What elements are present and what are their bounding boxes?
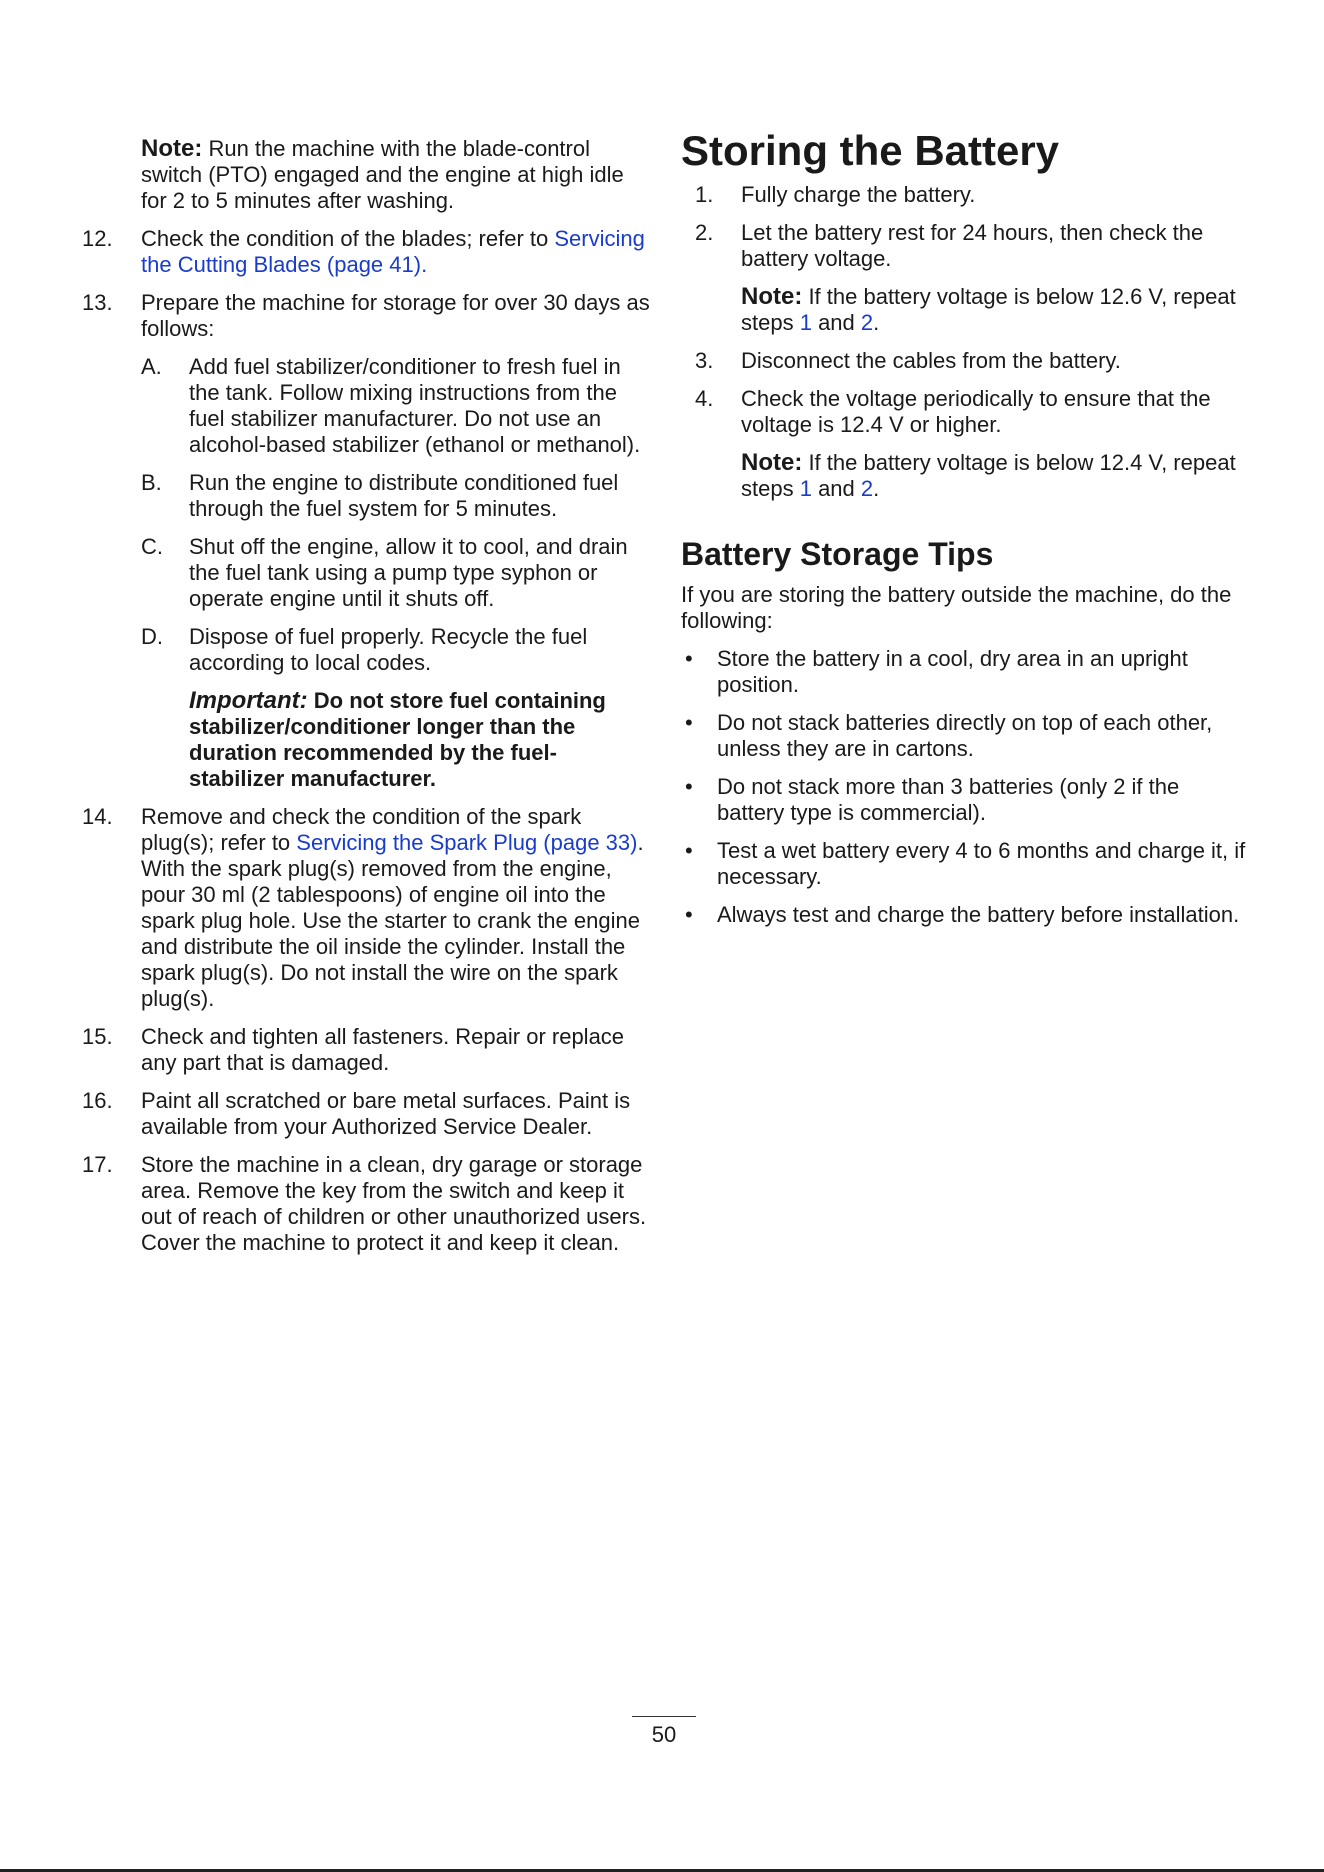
battery-step-4: 4. Check the voltage periodically to ensure that the voltage is 12.4 V or higher. bbox=[695, 386, 1211, 437]
battery-note-1: Note: If the battery voltage is below 12.6 V, repeat steps 1 and 2. bbox=[741, 283, 1236, 335]
link-step-2[interactable]: 2 bbox=[860, 476, 874, 501]
bullet-item: • Do not stack batteries directly on top of each other, unless they are in cartons. bbox=[685, 710, 1213, 761]
subsection-title: Battery Storage Tips bbox=[681, 536, 994, 572]
storage-intro: If you are storing the battery outside the machine, do the following: bbox=[681, 582, 1232, 633]
note-paragraph: Note: Run the machine with the blade-control switch (PTO) engaged and the engine at high idle for 2 to 5 minutes after washing. bbox=[141, 135, 624, 213]
step-14: 14. Remove and check the condition of the spark plug(s); refer to Servicing the Spark Plug (page 33). With the spark plug(s) removed from the engine, pour 30 ml (2 tablespoons) of engine oil into the spark plug hole. Use the starter to crank the engine and distribute the oil inside the cylinder. Install the spark plug(s). Do not install the wire on the spark plug(s). bbox=[82, 804, 644, 1011]
step-12: 12. Check the condition of the blades; refer to Servicing the Cutting Blades (page 41). bbox=[82, 226, 645, 277]
step-13: 13. Prepare the machine for storage for over 30 days as follows: bbox=[82, 290, 650, 341]
left-column bbox=[82, 130, 652, 1256]
battery-step-3: 3. Disconnect the cables from the battery. bbox=[695, 348, 1121, 373]
page-number: 50 bbox=[651, 1722, 677, 1747]
bullet-item: • Do not stack more than 3 batteries (only 2 if the battery type is commercial). bbox=[685, 774, 1180, 825]
note-label: Note: bbox=[141, 135, 203, 162]
right-column bbox=[681, 128, 1251, 928]
step-17: 17. Store the machine in a clean, dry garage or storage area. Remove the key from the switch and keep it out of reach of children or other unauthorized users. Cover the machine to protect it and keep it clean. bbox=[82, 1152, 647, 1255]
important-label: Important: bbox=[189, 687, 308, 714]
battery-note-2: Note: If the battery voltage is below 12.4 V, repeat steps 1 and 2. bbox=[741, 449, 1236, 501]
bullet-item: • Test a wet battery every 4 to 6 months and charge it, if necessary. bbox=[685, 838, 1246, 889]
step-16: 16. Paint all scratched or bare metal surfaces. Paint is available from your Authorized Service Dealer. bbox=[82, 1088, 631, 1139]
substep-d: D. Dispose of fuel properly. Recycle the fuel according to local codes. bbox=[141, 624, 588, 675]
important-notice: Important: Do not store fuel containing stabilizer/conditioner longer than the duration recommended by the fuel-stabilizer manufacturer. bbox=[189, 687, 606, 791]
footer-rule bbox=[632, 1716, 696, 1717]
substep-a: A. Add fuel stabilizer/conditioner to fresh fuel in the tank. Follow mixing instructions from the fuel stabilizer manufacturer. Do not use an alcohol-based stabilizer (ethanol or methanol). bbox=[141, 354, 641, 457]
substep-c: C. Shut off the engine, allow it to cool, and drain the fuel tank using a pump type syphon or operate engine until it shuts off. bbox=[141, 534, 628, 611]
bullet-item: • Store the battery in a cool, dry area in an upright position. bbox=[685, 646, 1188, 697]
link-step-2[interactable]: 2 bbox=[860, 310, 874, 335]
link-step-1[interactable]: 1 bbox=[799, 310, 812, 335]
section-title: Storing the Battery bbox=[681, 127, 1060, 174]
link-step-1[interactable]: 1 bbox=[799, 476, 812, 501]
battery-step-1: 1. Fully charge the battery. bbox=[695, 182, 976, 207]
battery-step-2: 2. Let the battery rest for 24 hours, then check the battery voltage. bbox=[695, 220, 1204, 271]
link-servicing-cutting-blades[interactable]: Servicing the Cutting Blades (page 41) bbox=[141, 226, 645, 277]
substep-b: B. Run the engine to distribute conditioned fuel through the fuel system for 5 minutes. bbox=[141, 470, 619, 521]
bullet-item: • Always test and charge the battery before installation. bbox=[685, 902, 1240, 927]
link-servicing-spark-plug[interactable]: Servicing the Spark Plug (page 33) bbox=[296, 830, 638, 855]
step-15: 15. Check and tighten all fasteners. Repair or replace any part that is damaged. bbox=[82, 1024, 625, 1075]
